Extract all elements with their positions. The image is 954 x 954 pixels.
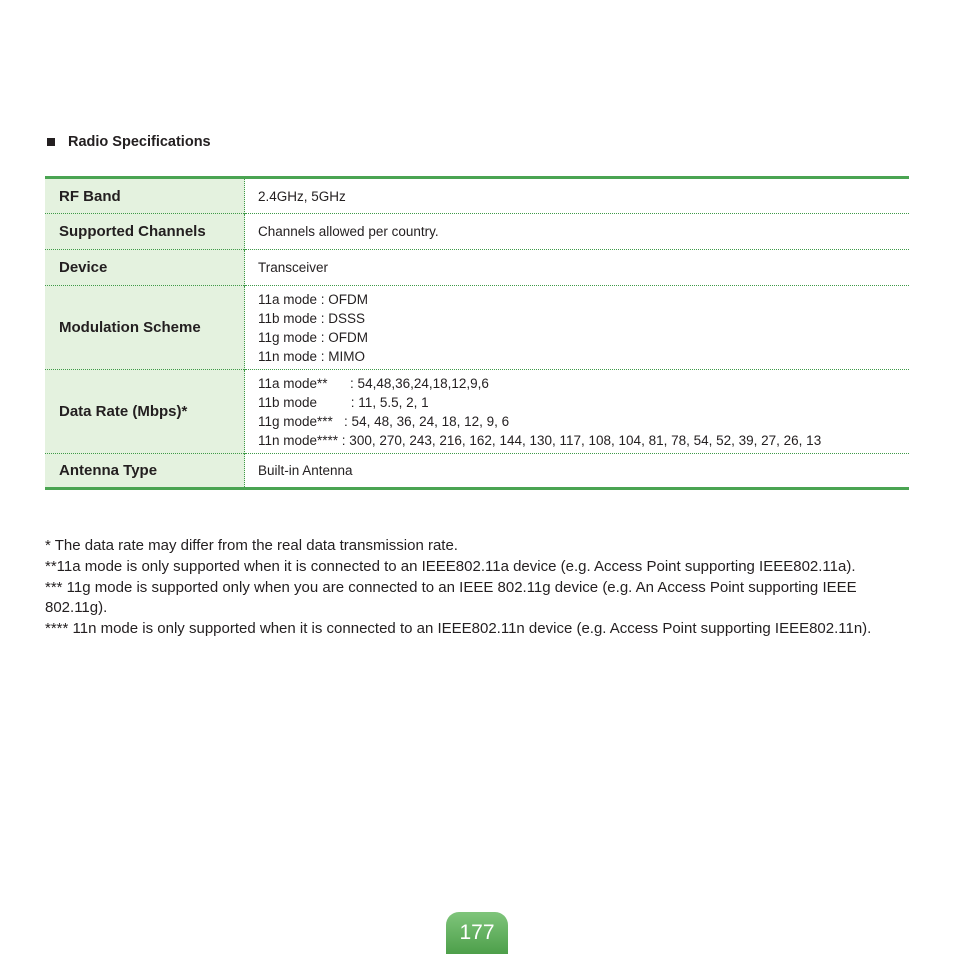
spec-key: Device [45, 250, 245, 286]
spec-value-line: 11g mode*** : 54, 48, 36, 24, 18, 12, 9, 6 [258, 413, 510, 429]
spec-value-line: Channels allowed per country. [258, 224, 439, 239]
spec-key: Data Rate (Mbps)* [45, 370, 245, 454]
footnotes [45, 536, 905, 640]
spec-key: Antenna Type [45, 454, 245, 489]
footnote: **** 11n mode is only supported when it is connected to an IEEE802.11n device (e.g. Access Point supporting IEEE802.11n). [45, 620, 872, 638]
table-row [45, 454, 909, 489]
spec-value [245, 286, 910, 370]
page-number-tab [446, 912, 508, 954]
spec-value-line: 11g mode : OFDM [258, 329, 369, 345]
spec-key: Supported Channels [45, 214, 245, 250]
section-title: Radio Specifications [68, 134, 211, 150]
footnote: *** 11g mode is supported only when you are connected to an IEEE 802.11g device (e.g. An Access Point supporting IEEE 802.11g). [45, 578, 857, 617]
spec-value-line: Transceiver [258, 260, 329, 275]
spec-value-line: 11a mode : OFDM [258, 291, 369, 307]
spec-value [245, 370, 910, 454]
spec-value [245, 178, 910, 214]
spec-value-line: Built-in Antenna [258, 463, 353, 478]
spec-value [245, 214, 910, 250]
spec-value-line: 11n mode**** : 300, 270, 243, 216, 162, 144, 130, 117, 108, 104, 81, 78, 54, 52, 39, 27, 26, 13 [258, 432, 822, 448]
square-bullet-icon [47, 138, 55, 146]
spec-value [245, 250, 910, 286]
footnote: * The data rate may differ from the real data transmission rate. [45, 537, 458, 554]
table-row [45, 250, 909, 286]
page-number: 177 [459, 921, 495, 944]
table-row [45, 214, 909, 250]
radio-spec-table [45, 176, 909, 490]
spec-value-line: 11a mode** : 54,48,36,24,18,12,9,6 [258, 375, 489, 391]
spec-key: Modulation Scheme [45, 286, 245, 370]
footnote: **11a mode is only supported when it is connected to an IEEE802.11a device (e.g. Access Point supporting IEEE802.11a). [45, 557, 856, 575]
table-row [45, 178, 909, 214]
spec-value-line: 11b mode : DSSS [258, 310, 366, 326]
spec-value [245, 454, 910, 489]
spec-value-line: 11b mode : 11, 5.5, 2, 1 [258, 394, 429, 410]
spec-value-line: 11n mode : MIMO [258, 348, 366, 364]
table-row [45, 370, 909, 454]
spec-value-line: 2.4GHz, 5GHz [258, 188, 346, 204]
spec-key: RF Band [45, 178, 245, 214]
section-heading [47, 134, 211, 150]
table-row [45, 286, 909, 370]
